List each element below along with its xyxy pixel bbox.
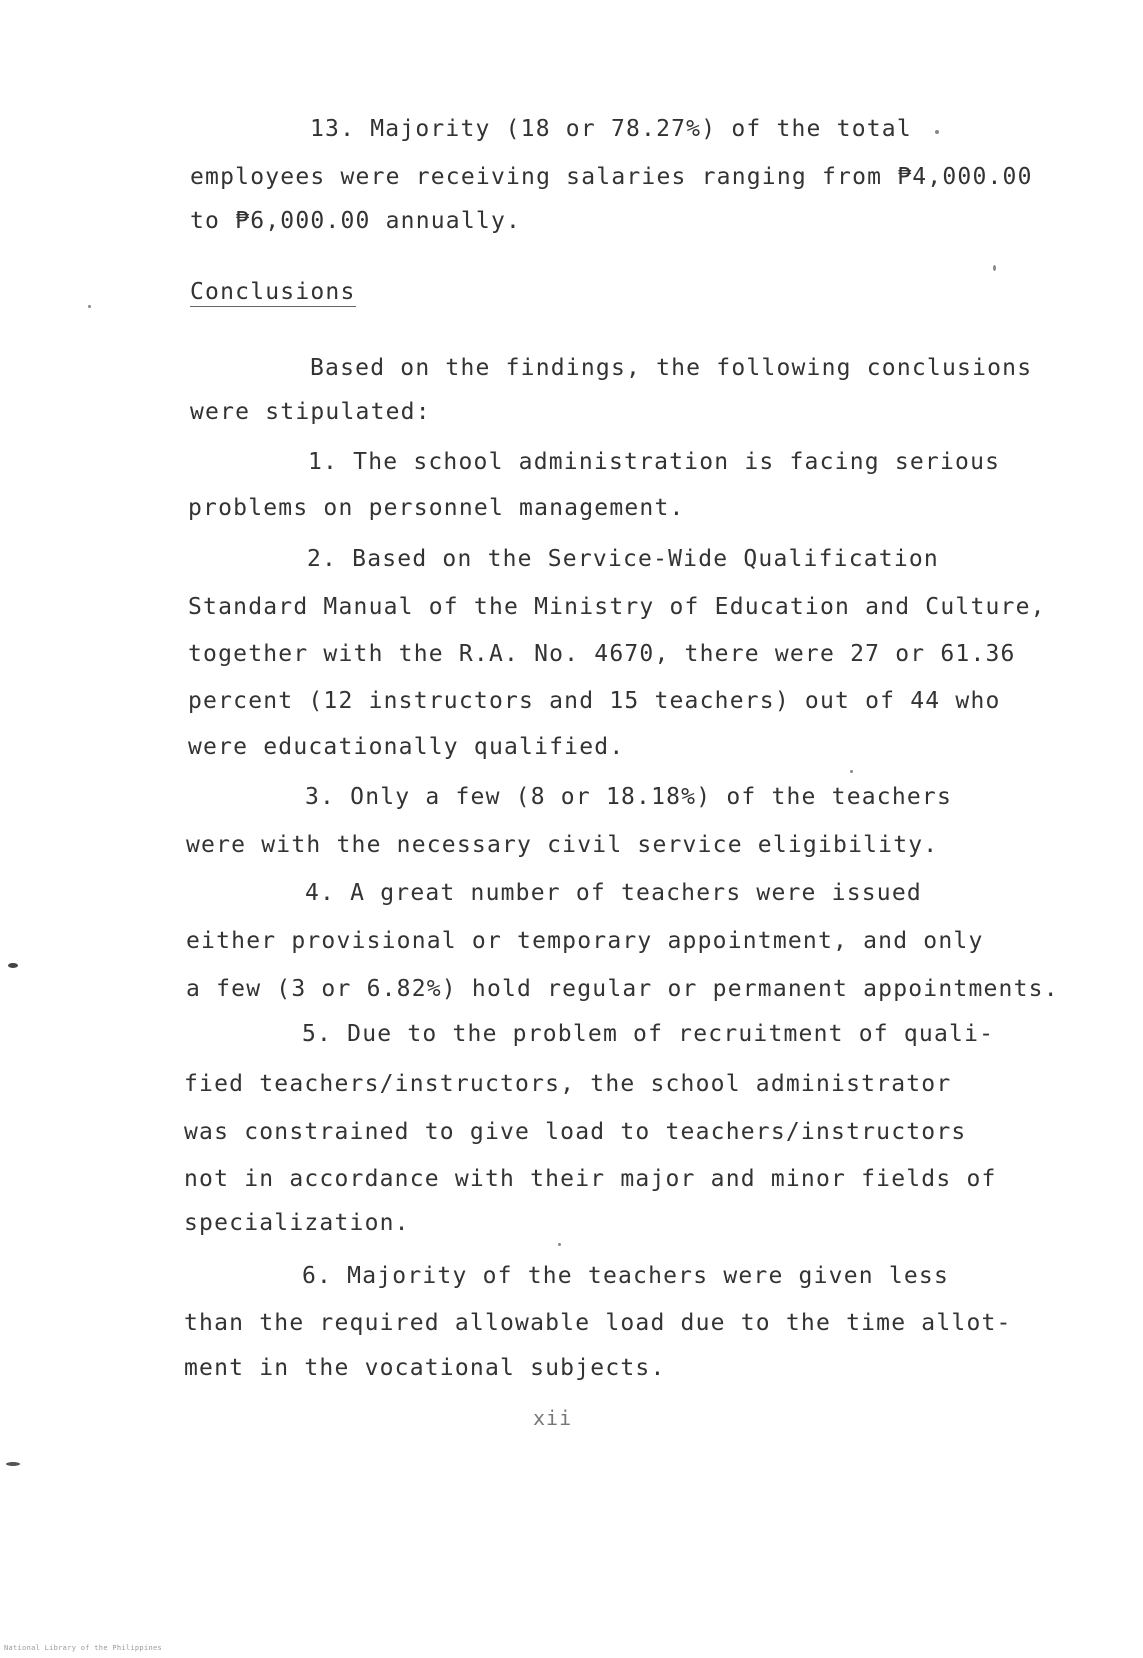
item-6-line-3: ment in the vocational subjects. (184, 1355, 666, 1381)
page-number: xii (533, 1406, 573, 1430)
scan-speck (88, 305, 91, 308)
footer-watermark: National Library of the Philippines (4, 1644, 163, 1652)
finding-13-line-1: 13. Majority (18 or 78.27%) of the total (310, 116, 912, 142)
item-5-line-1: 5. Due to the problem of recruitment of quali- (302, 1021, 995, 1047)
scan-speck (993, 265, 996, 271)
scan-speck (6, 1462, 20, 1466)
item-2-line-1: 2. Based on the Service-Wide Qualification (307, 546, 939, 572)
scan-speck (558, 1243, 561, 1246)
item-2-line-3: together with the R.A. No. 4670, there were 27 or 61.36 (188, 641, 1016, 667)
item-3-line-1: 3. Only a few (8 or 18.18%) of the teachers (305, 784, 953, 810)
intro-line-1: Based on the findings, the following conclusions (310, 355, 1033, 381)
item-4-line-3: a few (3 or 6.82%) hold regular or permanent appointments. (186, 976, 1059, 1002)
item-1-line-2: problems on personnel management. (188, 495, 685, 521)
item-6-line-2: than the required allowable load due to the time allot- (184, 1310, 1012, 1336)
scan-speck (935, 130, 939, 134)
item-4-line-2: either provisional or temporary appointment, and only (186, 928, 984, 954)
item-5-line-5: specialization. (184, 1210, 410, 1236)
item-5-line-4: not in accordance with their major and minor fields of (184, 1166, 997, 1192)
scan-speck (8, 963, 18, 968)
conclusions-heading: Conclusions (190, 279, 356, 305)
item-3-line-2: were with the necessary civil service eligibility. (186, 832, 939, 858)
item-5-line-3: was constrained to give load to teachers/instructors (184, 1119, 967, 1145)
finding-13-line-2: employees were receiving salaries ranging from ₱4,000.00 (190, 164, 1033, 190)
item-4-line-1: 4. A great number of teachers were issued (305, 880, 922, 906)
item-6-line-1: 6. Majority of the teachers were given less (302, 1263, 950, 1289)
scan-speck (850, 770, 853, 773)
item-5-line-2: fied teachers/instructors, the school administrator (184, 1071, 952, 1097)
intro-line-2: were stipulated: (190, 399, 431, 425)
item-2-line-2: Standard Manual of the Ministry of Education and Culture, (188, 594, 1046, 620)
item-2-line-4: percent (12 instructors and 15 teachers) out of 44 who (188, 688, 1001, 714)
item-1-line-1: 1. The school administration is facing serious (308, 449, 1001, 475)
item-2-line-5: were educationally qualified. (188, 734, 625, 760)
finding-13-line-3: to ₱6,000.00 annually. (190, 208, 522, 234)
